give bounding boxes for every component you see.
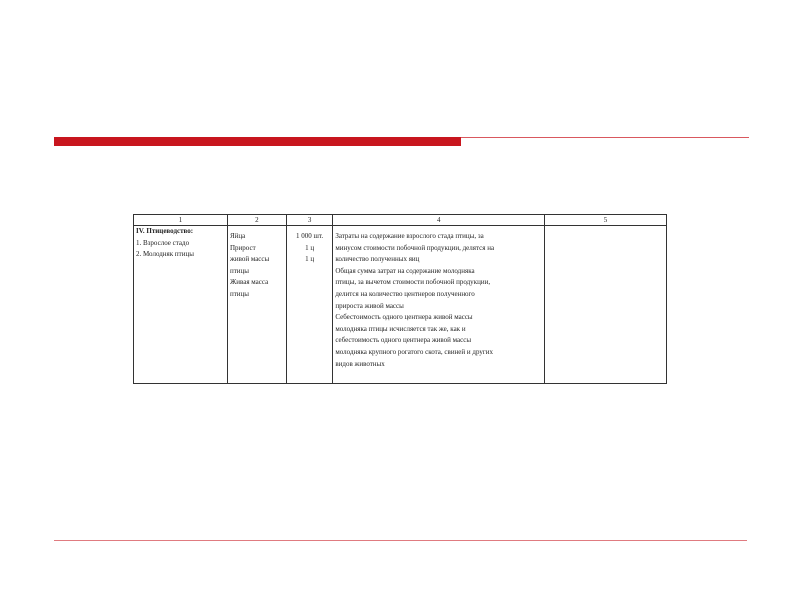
method-line: Себестоимость одного центнера живой массы: [335, 313, 473, 322]
product-line: Живая масса: [229, 278, 269, 287]
header-col-3: 3: [286, 215, 332, 226]
method-line: себестоимость одного центнера живой массы: [335, 336, 472, 345]
product-line: живой массы: [229, 255, 270, 264]
unit-line: 1 ц: [305, 255, 315, 264]
cell-notes: [545, 226, 667, 384]
header-col-1: 1: [134, 215, 228, 226]
table-row: [134, 226, 667, 384]
product-line: птицы: [229, 289, 249, 298]
unit-line: 1 ц: [305, 243, 315, 252]
method-line: делится на количество центнеров полученного: [335, 289, 475, 298]
category-item: 2. Молодняк птицы: [136, 250, 194, 259]
cell-unit: [286, 226, 332, 384]
footer-divider: [54, 540, 747, 541]
cell-category: [134, 226, 228, 384]
method-line: Общая сумма затрат на содержание молодняка: [335, 266, 475, 275]
cell-method: [333, 226, 545, 384]
method-line: минусом стоимости побочной продукции, делятся на: [335, 243, 495, 252]
header-col-2: 2: [227, 215, 286, 226]
section-title: IV. Птицеводство:: [136, 227, 194, 235]
unit-line: 1 000 шт.: [296, 232, 324, 240]
method-line: прироста живой массы: [335, 301, 404, 310]
method-line: молодняка птицы исчисляется так же, как и: [335, 324, 466, 333]
method-line: количество полученных яиц: [335, 255, 420, 264]
product-line: Яйца: [229, 232, 246, 240]
method-line: птицы, за вычетом стоимости побочной продукции,: [335, 278, 491, 287]
method-line: Затраты на содержание взрослого стада птицы, за: [335, 232, 484, 240]
method-line: видов животных: [335, 359, 385, 368]
cell-product: [227, 226, 286, 384]
header-col-4: 4: [333, 215, 545, 226]
method-line: молодняка крупного рогатого скота, свиней и других: [335, 347, 493, 356]
product-line: птицы: [229, 266, 249, 275]
header-col-5: 5: [545, 215, 667, 226]
product-line: Прирост: [229, 243, 256, 252]
title-accent-line: [461, 137, 749, 138]
cost-calculation-table: [133, 214, 667, 384]
category-item: 1. Взрослое стадо: [136, 238, 190, 247]
table-header-row: [134, 215, 667, 226]
title-accent-bar: [54, 137, 461, 146]
